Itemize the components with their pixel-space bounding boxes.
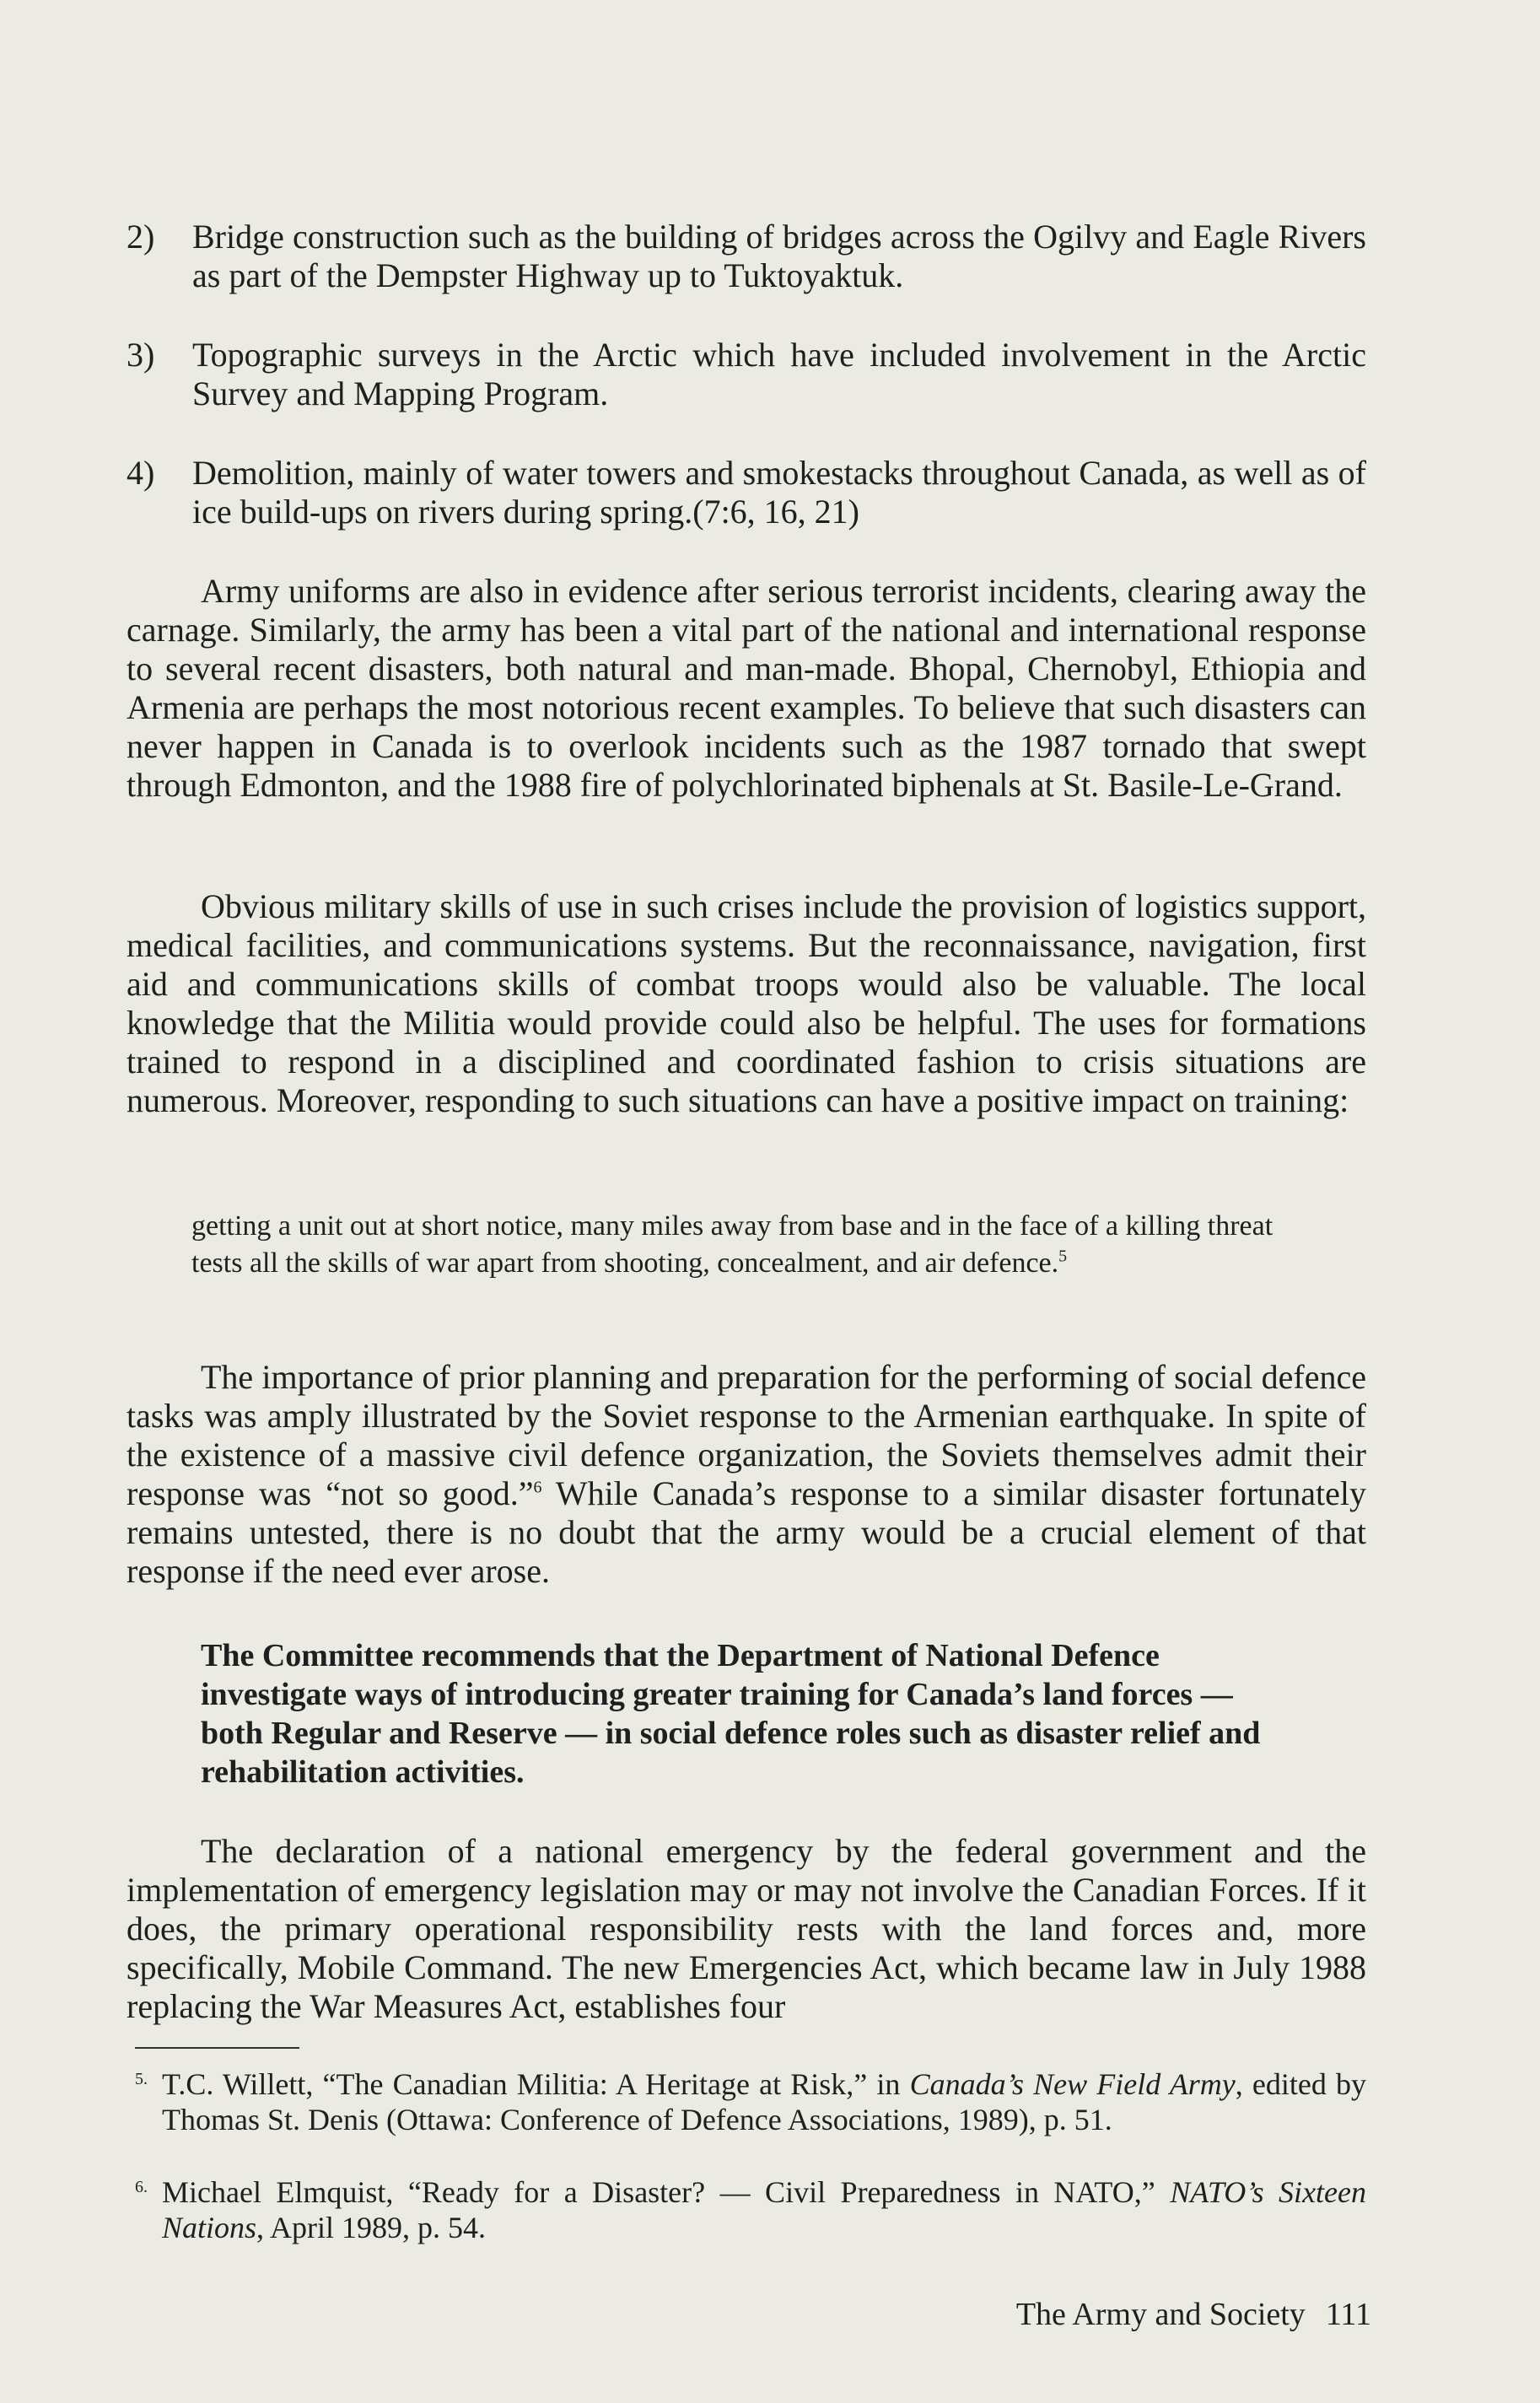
list-item-text: Demolition, mainly of water towers and smokestacks throughout Canada, as well as of ice build-ups on rivers during spring.(7:6, 16, 21)	[192, 454, 1366, 531]
paragraph-military-skills: Obvious military skills of use in such crises include the provision of logistics support, medical facilities, and communications systems. But the reconnaissance, navigation, first aid and communications skills of combat troops would also be valuable. The local knowledge that the Militia would provide could also be helpful. The uses for formations trained to respond in a disciplined and coordinated fashion to crisis situations are numerous. Moreover, responding to such situations can have a positive impact on training:	[127, 887, 1366, 1119]
footnote-marker: 5.	[135, 2070, 148, 2088]
footnote-text: , edited by Thomas St. Denis (Ottawa: Conference of Defence Associations, 1989), p. 51.	[162, 2067, 1367, 2136]
footnote-ref-6: 6	[533, 1478, 542, 1497]
page-number: 111	[1325, 2297, 1371, 2332]
list-item	[127, 218, 1366, 295]
footnote-text: T.C. Willett, “The Canadian Militia: A Heritage at Risk,” in	[162, 2067, 910, 2101]
page-footer	[1016, 2296, 1371, 2333]
committee-recommendation: The Committee recommends that the Department of National Defence investigate ways of introducing greater training for Canada’s land forces — both Regular and Reserve — in social defence roles such as disaster relief and rehabilitation activities.	[201, 1638, 1261, 1790]
footnote-ref-5: 5	[1058, 1247, 1068, 1266]
footnote-text: , April 1989, p. 54.	[256, 2211, 487, 2244]
running-title: The Army and Society	[1015, 2297, 1306, 2332]
list-item-text: Topographic surveys in the Arctic which have included involvement in the Arctic Survey and Mapping Program.	[192, 336, 1366, 412]
footnote-marker: 6.	[135, 2178, 148, 2196]
footnote-title: NATO’s Sixteen Nations	[162, 2175, 1366, 2244]
quote-text: getting a unit out at short notice, many miles away from base and in the face of a killing threat tests all the skills of war apart from shooting, concealment, and air defence.	[191, 1210, 1273, 1279]
footnote-text: Michael Elmquist, “Ready for a Disaster? — Civil Preparedness in NATO,”	[162, 2175, 1171, 2209]
footnote-title: Canada’s New Field Army	[909, 2067, 1236, 2101]
block-quote	[191, 1208, 1313, 1282]
paragraph-text: The importance of prior planning and preparation for the performing of social defence tasks was amply illustrated by the Soviet response to the Armenian earthquake. In spite of the existence of a massive civil defence organization, the Soviets themselves admit their response was “not so good.”	[127, 1358, 1366, 1512]
footnote-6	[127, 2174, 1366, 2245]
paragraph-national-emergency: The declaration of a national emergency by the federal government and the implementation of emergency legislation may or may not involve the Canadian Forces. If it does, the primary operational responsibility rests with the land forces and, more specifically, Mobile Command. The new Emergencies Act, which became law in July 1988 replacing the War Measures Act, establishes four	[127, 1832, 1366, 2025]
footnote-5	[127, 2066, 1366, 2137]
list-item-number: 2)	[127, 218, 155, 256]
paragraph-soviet-response	[127, 1358, 1366, 1591]
paragraph-text: While Canada’s response to a similar disaster fortunately remains untested, there is no doubt that the army would be a crucial element of that response if the need ever arose.	[127, 1474, 1367, 1590]
footnote-divider	[135, 2047, 299, 2049]
list-item-number: 3)	[127, 336, 155, 374]
list-item-number: 4)	[127, 454, 155, 492]
list-item	[127, 454, 1366, 531]
paragraph-disasters: Army uniforms are also in evidence after serious terrorist incidents, clearing away the carnage. Similarly, the army has been a vital part of the national and international response to several recent disasters, both natural and man-made. Bhopal, Chernobyl, Ethiopia and Armenia are perhaps the most notorious recent examples. To believe that such disasters can never happen in Canada is to overlook incidents such as the 1987 tornado that swept through Edmonton, and the 1988 fire of polychlorinated biphenals at St. Basile-Le-Grand.	[127, 572, 1366, 804]
list-item	[127, 336, 1366, 413]
list-item-text: Bridge construction such as the building of bridges across the Ogilvy and Eagle Rivers as part of the Dempster Highway up to Tuktoyaktuk.	[192, 218, 1366, 294]
